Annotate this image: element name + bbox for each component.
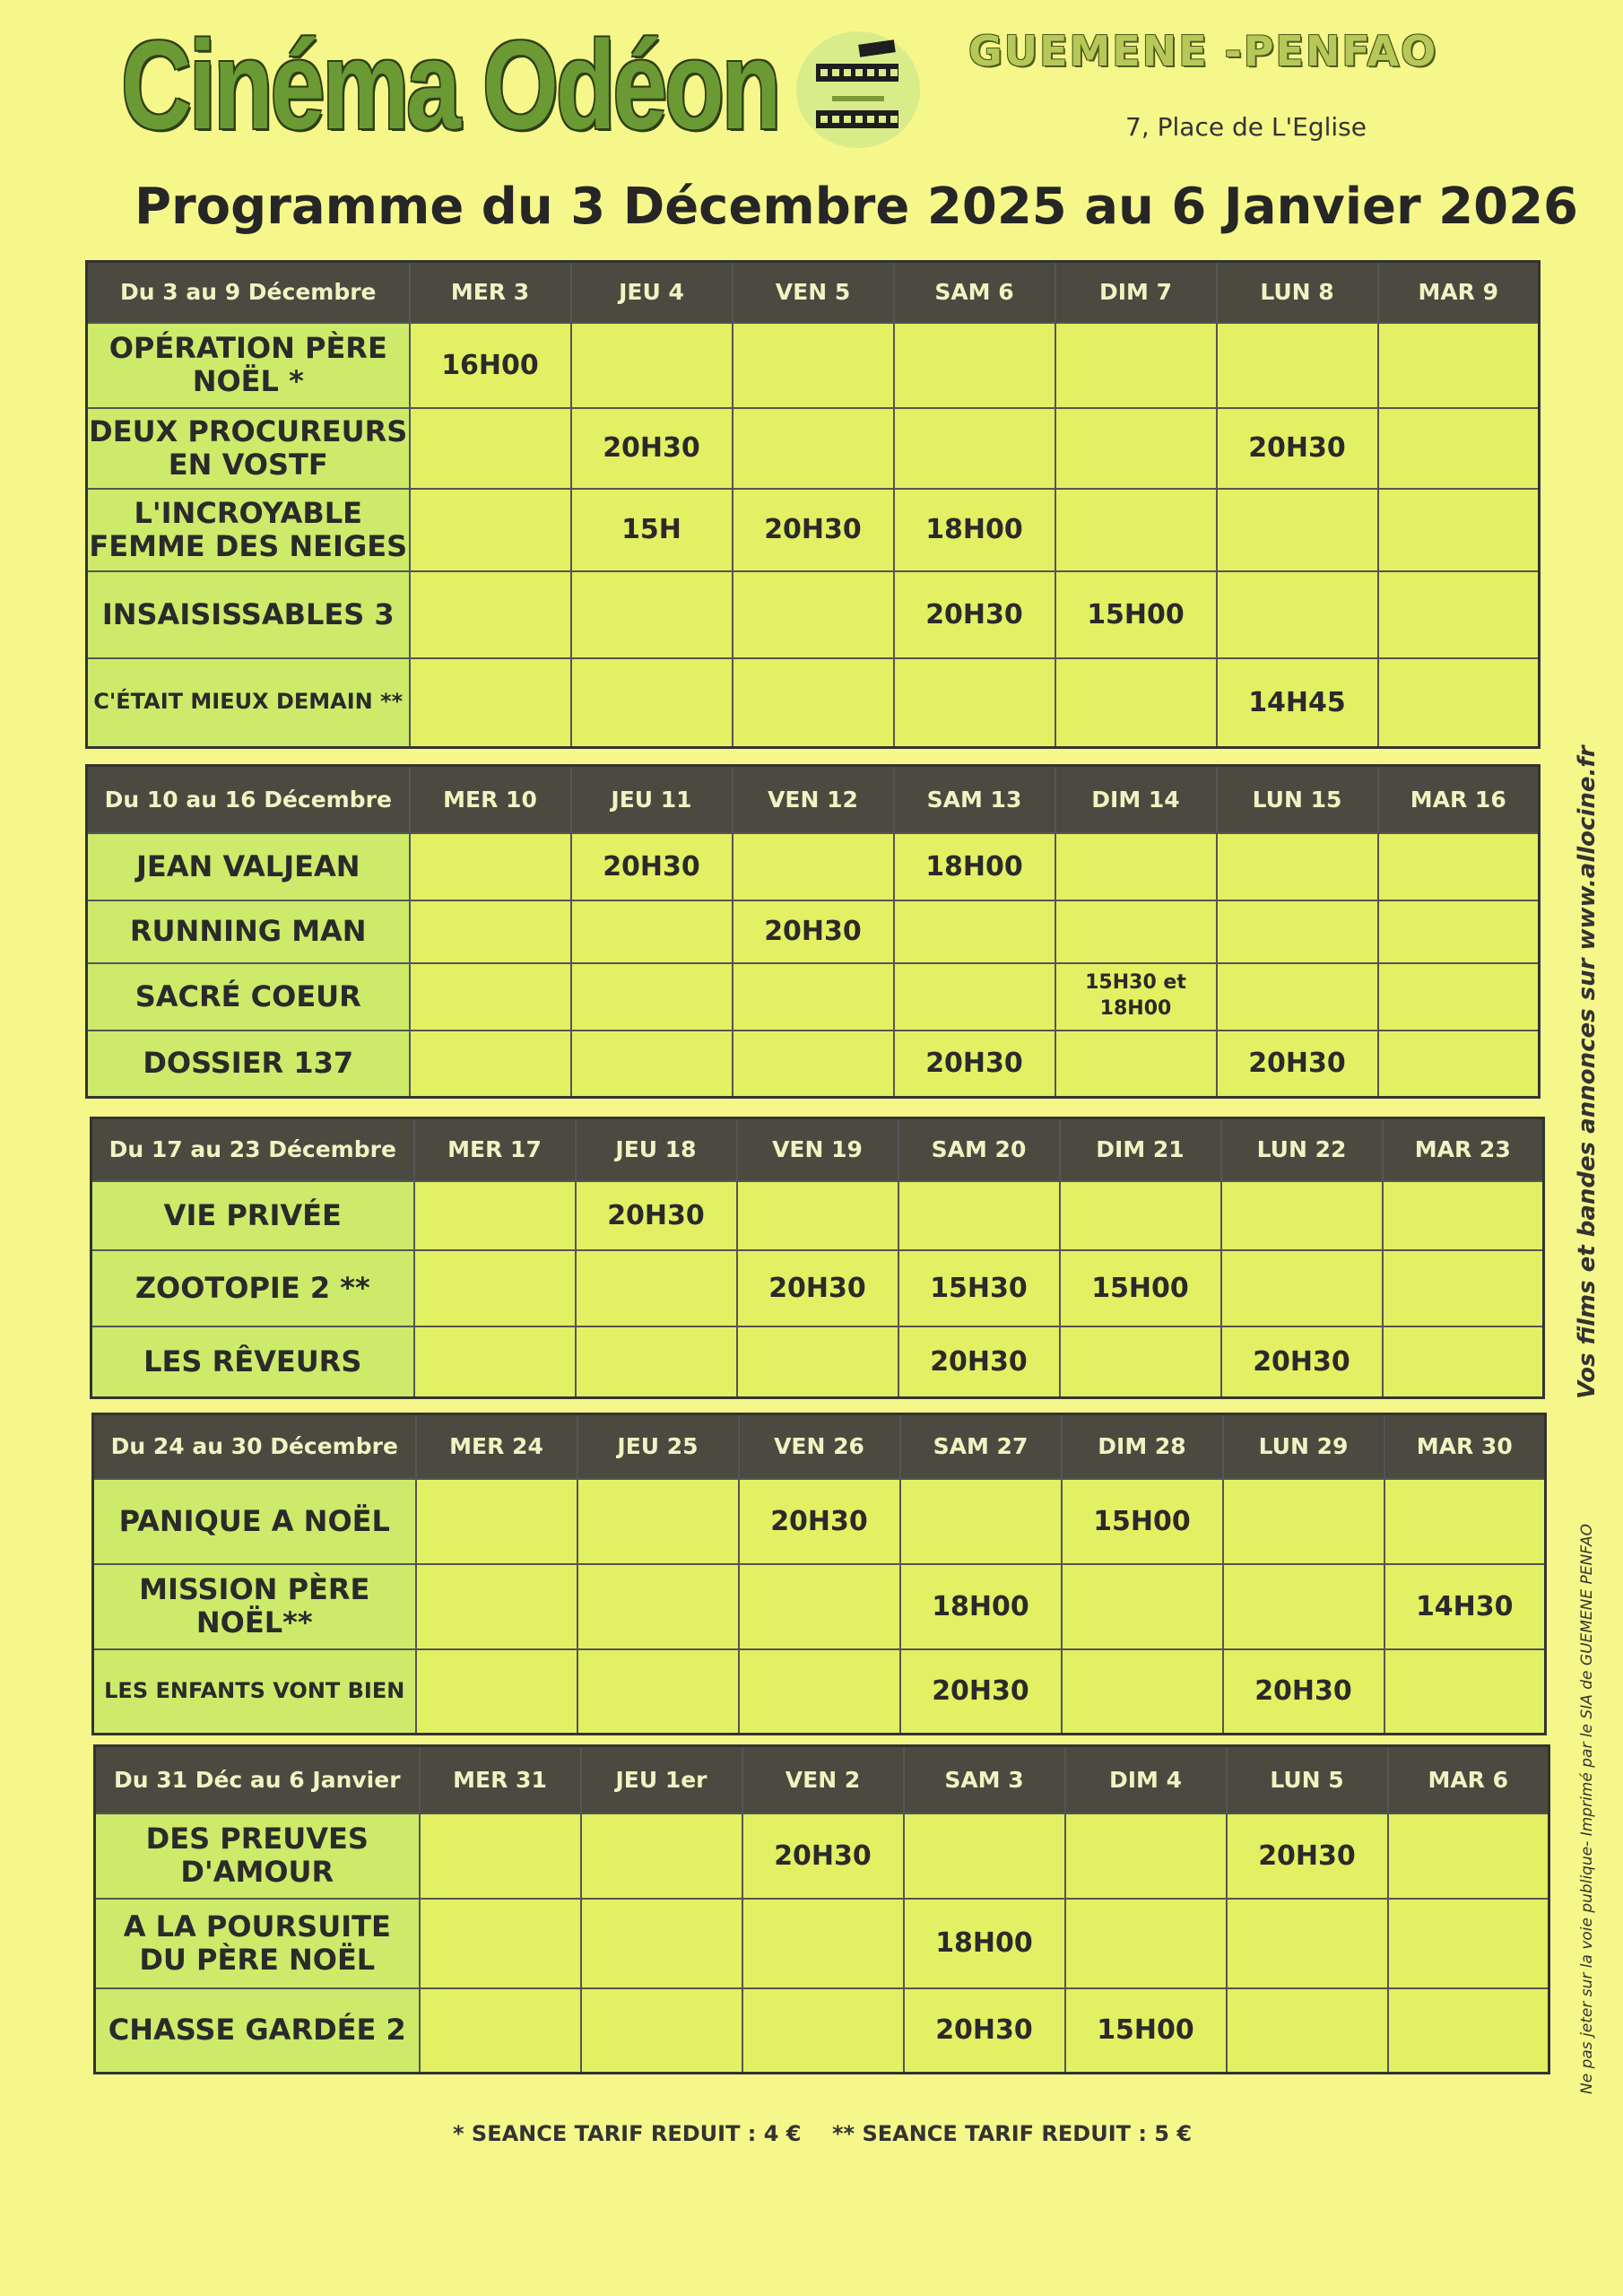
week-label: Du 24 au 30 Décembre (93, 1414, 416, 1479)
showtime-cell (420, 1899, 581, 1988)
showtime-cell (1221, 1250, 1383, 1326)
showtime-cell: 20H30 (733, 900, 894, 963)
showtime-cell (1217, 833, 1378, 900)
showtime-cell: 18H00 (894, 489, 1055, 571)
showtime-cell (1227, 1988, 1388, 2074)
showtime-cell (733, 1031, 894, 1098)
showtime-cell (737, 1181, 898, 1250)
day-header: MAR 23 (1383, 1118, 1544, 1181)
day-header: MER 17 (414, 1118, 576, 1181)
film-title: LES RÊVEURS (91, 1326, 414, 1398)
showtime-cell (1378, 408, 1540, 489)
showtime-cell (1055, 833, 1217, 900)
showtime-cell (576, 1250, 737, 1326)
day-header: VEN 2 (742, 1746, 904, 1813)
showtime-cell (1060, 1181, 1221, 1250)
showtime-cell (1055, 900, 1217, 963)
showtime-cell (1055, 408, 1217, 489)
showtime-cell: 20H30 (904, 1988, 1065, 2074)
cinema-brand-title: Cinéma Odéon (121, 14, 779, 155)
day-header: MAR 30 (1384, 1414, 1546, 1479)
showtime-cell (1062, 1649, 1223, 1735)
week-schedule-table (93, 1744, 1550, 2074)
showtime-cell: 20H30 (571, 833, 733, 900)
cinema-logo (796, 31, 920, 148)
showtime-cell: 15H00 (1062, 1479, 1223, 1564)
showtime-cell: 15H30 et 18H00 (1055, 963, 1217, 1031)
day-header: JEU 25 (577, 1414, 739, 1479)
showtime-cell: 20H30 (1221, 1326, 1383, 1398)
showtime-cell (733, 963, 894, 1031)
showtime-cell (1055, 1031, 1217, 1098)
showtime-cell (1388, 1899, 1549, 1988)
showtime-cell: 20H30 (900, 1649, 1062, 1735)
showtime-cell (420, 1813, 581, 1899)
printer-note: Ne pas jeter sur la voie publique- Imprimé par le SIA de GUEMENE PENFAO (1578, 1523, 1596, 2094)
day-header: JEU 18 (576, 1118, 737, 1181)
showtime-cell: 20H30 (898, 1326, 1060, 1398)
showtime-cell (1062, 1564, 1223, 1649)
showtime-cell (1378, 1031, 1540, 1098)
day-header: LUN 5 (1227, 1746, 1388, 1813)
showtime-cell: 20H30 (739, 1479, 900, 1564)
reduced-price-note-4: * SEANCE TARIF REDUIT : 4 € (453, 2121, 802, 2146)
film-title: DOSSIER 137 (87, 1031, 410, 1098)
showtime-cell: 20H30 (1217, 408, 1378, 489)
showtime-cell (733, 658, 894, 748)
week-schedule-table (85, 764, 1541, 1099)
city-name: GUEMENE -PENFAO (968, 27, 1438, 75)
showtime-cell (577, 1564, 739, 1649)
day-header: SAM 6 (894, 262, 1055, 323)
showtime-cell: 20H30 (571, 408, 733, 489)
week-schedule-table (85, 260, 1541, 749)
showtime-cell: 20H30 (576, 1181, 737, 1250)
showtime-cell: 18H00 (904, 1899, 1065, 1988)
showtime-cell (1388, 1813, 1549, 1899)
week-schedule-table (91, 1413, 1547, 1735)
showtime-cell (733, 571, 894, 658)
day-header: DIM 7 (1055, 262, 1217, 323)
showtime-cell (1378, 900, 1540, 963)
showtime-cell: 15H30 (898, 1250, 1060, 1326)
showtime-cell: 20H30 (737, 1250, 898, 1326)
day-header: VEN 26 (739, 1414, 900, 1479)
showtime-cell (1055, 489, 1217, 571)
showtime-cell (1378, 571, 1540, 658)
showtime-cell (894, 900, 1055, 963)
film-title: SACRÉ COEUR (87, 963, 410, 1031)
film-title: ZOOTOPIE 2 ** (91, 1250, 414, 1326)
showtime-cell (416, 1564, 577, 1649)
week-label: Du 17 au 23 Décembre (91, 1118, 414, 1181)
showtime-cell (1223, 1479, 1384, 1564)
showtime-cell (1217, 963, 1378, 1031)
day-header: DIM 28 (1062, 1414, 1223, 1479)
showtime-cell (1378, 323, 1540, 408)
day-header: VEN 12 (733, 766, 894, 833)
showtime-cell (410, 900, 571, 963)
day-header: LUN 29 (1223, 1414, 1384, 1479)
showtime-cell (571, 571, 733, 658)
film-title: DES PREUVES D'AMOUR (95, 1813, 420, 1899)
showtime-cell (571, 1031, 733, 1098)
showtime-cell (576, 1326, 737, 1398)
showtime-cell (414, 1181, 576, 1250)
showtime-cell (410, 1031, 571, 1098)
showtime-cell: 16H00 (410, 323, 571, 408)
day-header: LUN 22 (1221, 1118, 1383, 1181)
day-header: MER 31 (420, 1746, 581, 1813)
showtime-cell: 20H30 (894, 571, 1055, 658)
showtime-cell: 18H00 (894, 833, 1055, 900)
day-header: SAM 3 (904, 1746, 1065, 1813)
day-header: JEU 4 (571, 262, 733, 323)
showtime-cell (900, 1479, 1062, 1564)
showtime-cell: 20H30 (1227, 1813, 1388, 1899)
showtime-cell (577, 1479, 739, 1564)
film-title: INSAISISSABLES 3 (87, 571, 410, 658)
showtime-cell (1217, 900, 1378, 963)
showtime-cell (1223, 1564, 1384, 1649)
showtime-cell: 18H00 (900, 1564, 1062, 1649)
showtime-cell (1065, 1813, 1227, 1899)
showtime-cell (733, 323, 894, 408)
week-label: Du 3 au 9 Décembre (87, 262, 410, 323)
showtime-cell: 20H30 (894, 1031, 1055, 1098)
showtime-cell: 14H30 (1384, 1564, 1546, 1649)
showtime-cell (1055, 658, 1217, 748)
film-title: JEAN VALJEAN (87, 833, 410, 900)
showtime-cell: 15H00 (1055, 571, 1217, 658)
showtime-cell (742, 1988, 904, 2074)
film-title: LES ENFANTS VONT BIEN (93, 1649, 416, 1735)
day-header: SAM 20 (898, 1118, 1060, 1181)
film-title: MISSION PÈRE NOËL** (93, 1564, 416, 1649)
showtime-cell (1378, 833, 1540, 900)
showtime-cell (1065, 1899, 1227, 1988)
showtime-cell (414, 1326, 576, 1398)
showtime-cell: 15H (571, 489, 733, 571)
day-header: MER 3 (410, 262, 571, 323)
showtime-cell (581, 1988, 742, 2074)
week-label: Du 31 Déc au 6 Janvier (95, 1746, 420, 1813)
day-header: SAM 13 (894, 766, 1055, 833)
film-strip-icon (816, 110, 898, 128)
showtime-cell (1378, 963, 1540, 1031)
showtime-cell (571, 963, 733, 1031)
day-header: JEU 1er (581, 1746, 742, 1813)
logo-text-bar (832, 96, 884, 101)
showtime-cell (1217, 323, 1378, 408)
showtime-cell (737, 1326, 898, 1398)
showtime-cell: 20H30 (1217, 1031, 1378, 1098)
showtime-cell (739, 1564, 900, 1649)
day-header: MER 24 (416, 1414, 577, 1479)
film-title: VIE PRIVÉE (91, 1181, 414, 1250)
day-header: LUN 15 (1217, 766, 1378, 833)
showtime-cell (1378, 658, 1540, 748)
showtime-cell (577, 1649, 739, 1735)
programme-title: Programme du 3 Décembre 2025 au 6 Janvier 2026 (135, 178, 1578, 236)
day-header: MAR 16 (1378, 766, 1540, 833)
showtime-cell (571, 900, 733, 963)
showtime-cell (894, 408, 1055, 489)
showtime-cell (1383, 1181, 1544, 1250)
showtime-cell (410, 963, 571, 1031)
showtime-cell: 15H00 (1060, 1250, 1221, 1326)
showtime-cell: 14H45 (1217, 658, 1378, 748)
showtime-cell (1221, 1181, 1383, 1250)
day-header: SAM 27 (900, 1414, 1062, 1479)
film-title: RUNNING MAN (87, 900, 410, 963)
showtime-cell (739, 1649, 900, 1735)
showtime-cell (1055, 323, 1217, 408)
showtime-cell (571, 323, 733, 408)
showtime-cell: 20H30 (742, 1813, 904, 1899)
film-title: OPÉRATION PÈRE NOËL * (87, 323, 410, 408)
showtime-cell (420, 1988, 581, 2074)
day-header: DIM 21 (1060, 1118, 1221, 1181)
showtime-cell: 15H00 (1065, 1988, 1227, 2074)
showtime-cell (1384, 1649, 1546, 1735)
showtime-cell (1217, 489, 1378, 571)
allocine-note: Vos films et bandes annonces sur www.allocine.fr (1574, 745, 1601, 1399)
showtime-cell (1383, 1250, 1544, 1326)
showtime-cell (894, 323, 1055, 408)
showtime-cell: 20H30 (1223, 1649, 1384, 1735)
day-header: MER 10 (410, 766, 571, 833)
showtime-cell (416, 1649, 577, 1735)
showtime-cell (894, 658, 1055, 748)
showtime-cell (410, 833, 571, 900)
showtime-cell: 20H30 (733, 489, 894, 571)
showtime-cell (410, 489, 571, 571)
day-header: DIM 4 (1065, 1746, 1227, 1813)
showtime-cell (581, 1899, 742, 1988)
showtime-cell (1060, 1326, 1221, 1398)
showtime-cell (1388, 1988, 1549, 2074)
film-title: PANIQUE A NOËL (93, 1479, 416, 1564)
day-header: MAR 9 (1378, 262, 1540, 323)
film-title: C'ÉTAIT MIEUX DEMAIN ** (87, 658, 410, 748)
showtime-cell (571, 658, 733, 748)
day-header: DIM 14 (1055, 766, 1217, 833)
showtime-cell (416, 1479, 577, 1564)
showtime-cell (410, 571, 571, 658)
showtime-cell (733, 833, 894, 900)
showtime-cell (410, 408, 571, 489)
showtime-cell (1384, 1479, 1546, 1564)
showtime-cell (894, 963, 1055, 1031)
showtime-cell (1217, 571, 1378, 658)
showtime-cell (898, 1181, 1060, 1250)
day-header: VEN 5 (733, 262, 894, 323)
film-title: L'INCROYABLE FEMME DES NEIGES (87, 489, 410, 571)
film-title: CHASSE GARDÉE 2 (95, 1988, 420, 2074)
showtime-cell (414, 1250, 576, 1326)
clapperboard-icon (858, 39, 896, 57)
film-title: DEUX PROCUREURS EN VOSTF (87, 408, 410, 489)
showtime-cell (410, 658, 571, 748)
film-strip-icon (816, 64, 898, 82)
showtime-cell (1378, 489, 1540, 571)
showtime-cell (1227, 1899, 1388, 1988)
showtime-cell (742, 1899, 904, 1988)
week-label: Du 10 au 16 Décembre (87, 766, 410, 833)
day-header: VEN 19 (737, 1118, 898, 1181)
showtime-cell (733, 408, 894, 489)
showtime-cell (904, 1813, 1065, 1899)
film-title: A LA POURSUITE DU PÈRE NOËL (95, 1899, 420, 1988)
cinema-address: 7, Place de L'Eglise (1125, 112, 1367, 142)
week-schedule-table (90, 1117, 1545, 1399)
reduced-price-note-5: ** SEANCE TARIF REDUIT : 5 € (832, 2121, 1193, 2146)
day-header: JEU 11 (571, 766, 733, 833)
day-header: LUN 8 (1217, 262, 1378, 323)
showtime-cell (1383, 1326, 1544, 1398)
day-header: MAR 6 (1388, 1746, 1549, 1813)
showtime-cell (581, 1813, 742, 1899)
